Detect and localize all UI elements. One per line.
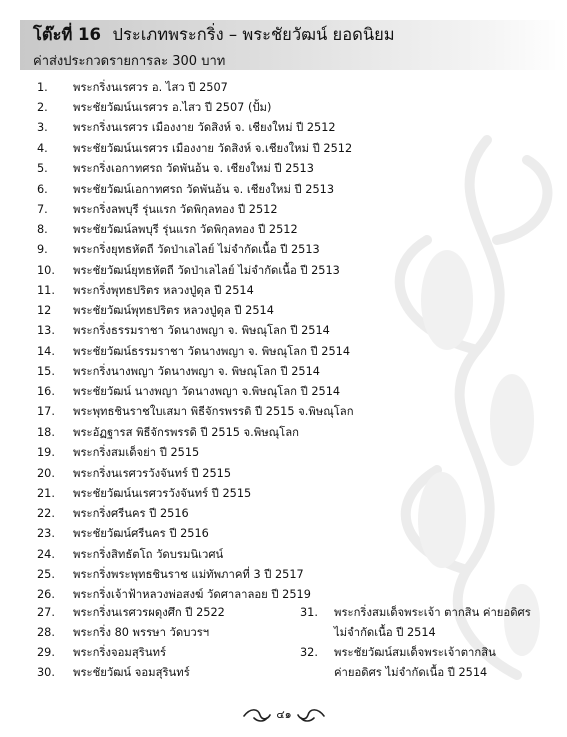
- page-number: ๔๑: [276, 708, 292, 721]
- table-label: โต๊ะที่ 16: [33, 25, 102, 44]
- entry-fee-text: ค่าส่งประกวดรายการละ 300 บาท: [33, 54, 226, 69]
- item-list: 1. พระกริ่งนเรศวร อ. ไสว ปี 2507 2. พระชัยวัฒน์นเรศวร อ.ไสว ปี 2507 (ปั้ม) 3. พระกริ่งนเรศวร เมืองงาย วัดสิงห์ จ. เชียงใหม่ ปี 2512 4. พระชัยวัฒน์นเรศวร เมืองงาย วัดสิงห์ จ.เชียงใหม่ ปี 2512 5. พระกริ่งเอกาทศรถ วัดพันอ้น จ. เชียงใหม่ ปี 2513 6. พระชัยวัฒน์เอกาทศรถ วัดพันอ้น จ. เชียงใหม่ ปี 2513 7. พระกริ่งลพบุรี รุ่นแรก วัดพิกุลทอง ปี 2512 8. พระชัยวัฒน์ลพบุรี รุ่นแรก วัดพิกุลทอง ปี 2512 9. พระกริ่งยุทธหัตถี วัดป่าเลไลย์ ไม่จำกัดเนื้อ ปี 2513 10. พระชัยวัฒน์ยุทธหัตถี วัดป่าเลไลย์ ไม่จำกัดเนื้อ ปี 2513 11. พระกริ่งพุทธปริตร หลวงปู่ดุล ปี 2514 12 พระชัยวัฒน์พุทธปริตร หลวงปู่ดุล ปี 2514 13. พระกริ่งธรรมราชา วัดนางพญา จ. พิษณุโลก ปี 2514 14. พระชัยวัฒน์ธรรมราชา วัดนางพญา จ. พิษณุโลก ปี 2514 15. พระกริ่งนางพญา วัดนางพญา จ. พิษณุโลก ปี 2514 16. พระชัยวัฒน์ นางพญา วัดนางพญา จ.พิษณุโลก ปี 2514 17. พระพุทธชินราชใบเสมา พิธีจักรพรรดิ ปี 2515 จ.พิษณุโลก 18. พระอัฏฐารส พิธีจักรพรรดิ ปี 2515 จ.พิษณุโลก 19. พระกริ่งสมเด็จย่า ปี 2515 20. พระกริ่งนเรศวรวังจันทร์ ปี 2515 21. พระชัยวัฒน์นเรศวรวังจันทร์ ปี 2515 22. พระกริ่งศรีนคร ปี 2516 23. พระชัยวัฒน์ศรีนคร ปี 2516 24. พระกริ่งสิทธัตโถ วัดบรมนิเวศน์ 25. พระกริ่งพระพุทธชินราช แม่ทัพภาคที่ 3 ปี 2517 26. พระกริ่งเจ้าฟ้าหลวงพ่อสงฆ์ วัดศาลาลอย ปี 2519 27. พระกริ่งนเรศวรผดุงศึก ปี 2522 28. พระกริ่ง 80 พรรษา วัดบวรฯ 29. พระกริ่งจอมสุรินทร์ 30. พระชัยวัฒน์ จอมสุรินทร์ 31. พระกริ่งสมเด็จพระเจ้า ตากสิน ค่ายอดิศร ไม่จำกัดเนื้อ ปี 2514 32. พระชัยวัฒน์สมเด็จพระเจ้าตากสิน ค่ายอดิศร ไม่จำกัดเนื้อ ปี 2514: [37, 81, 531, 679]
- category-title: ประเภทพระกริ่ง – พระชัยวัฒน์ ยอดนิยม: [112, 25, 395, 44]
